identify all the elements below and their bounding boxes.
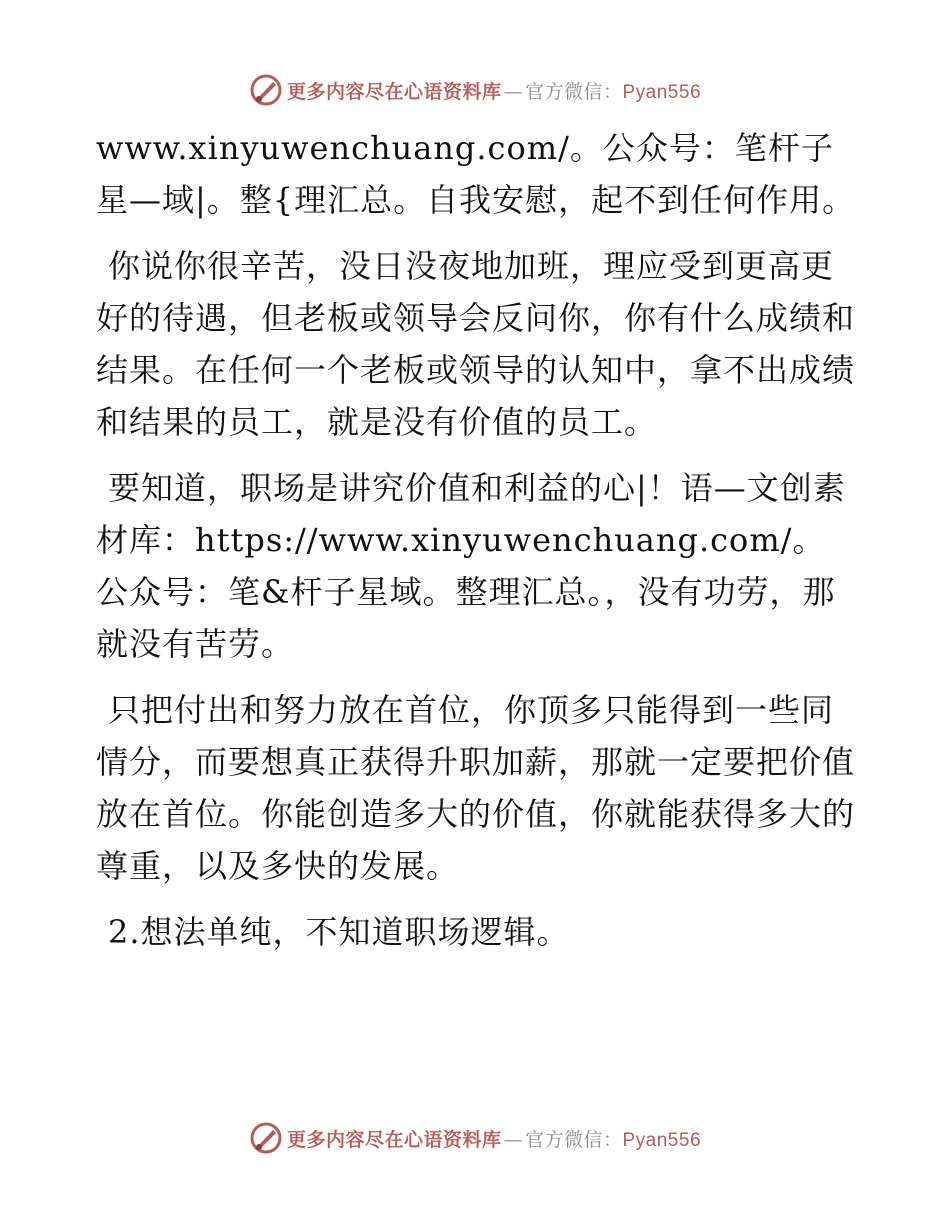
document-body: [96, 122, 856, 972]
paragraph-2: 你说你很辛苦，没日没夜地加班，理应受到更高更好的待遇，但老板或领导会反问你，你有什么成绩和结果。在任何一个老板或领导的认知中，拿不出成绩和结果的员工，就是没有价值的员工。: [96, 247, 856, 441]
footer-wechat-id: Pyan556: [622, 1129, 702, 1151]
footer-banner-text: [287, 1125, 701, 1152]
header-banner-main: 更多内容尽在心语资料库: [286, 80, 502, 103]
paragraph-5-heading: 2.想法单纯，不知道职场逻辑。: [108, 913, 570, 951]
footer-banner-dash: —: [503, 1128, 523, 1151]
brush-logo-icon: [249, 73, 283, 107]
header-banner: [0, 70, 950, 110]
header-wechat-id: Pyan556: [622, 81, 702, 103]
footer-banner-main: 更多内容尽在心语资料库: [286, 1128, 502, 1151]
paragraph-4: 只把付出和努力放在首位，你顶多只能得到一些同情分，而要想真正获得升职加薪，那就一定要把价值放在首位。你能创造多大的价值，你就能获得多大的尊重，以及多快的发展。: [96, 691, 856, 885]
header-wechat-label: 官方微信：: [524, 80, 623, 103]
footer-wechat-label: 官方微信：: [524, 1128, 623, 1151]
footer-banner: [0, 1118, 950, 1158]
header-banner-text: [287, 77, 701, 104]
header-banner-dash: —: [503, 80, 523, 103]
brush-logo-icon: [249, 1121, 283, 1155]
paragraph-3: 要知道，职场是讲究价值和利益的心|！语—文创素材库：https://www.xinyuwenchuang.com/。公众号：笔&杆子星域。整理汇总。，没有功劳，那就没有苦劳。: [96, 469, 846, 663]
paragraph-1: www.xinyuwenchuang.com/。公众号：笔杆子星—域|。整{理汇总。自我安慰，起不到任何作用。: [96, 129, 856, 219]
